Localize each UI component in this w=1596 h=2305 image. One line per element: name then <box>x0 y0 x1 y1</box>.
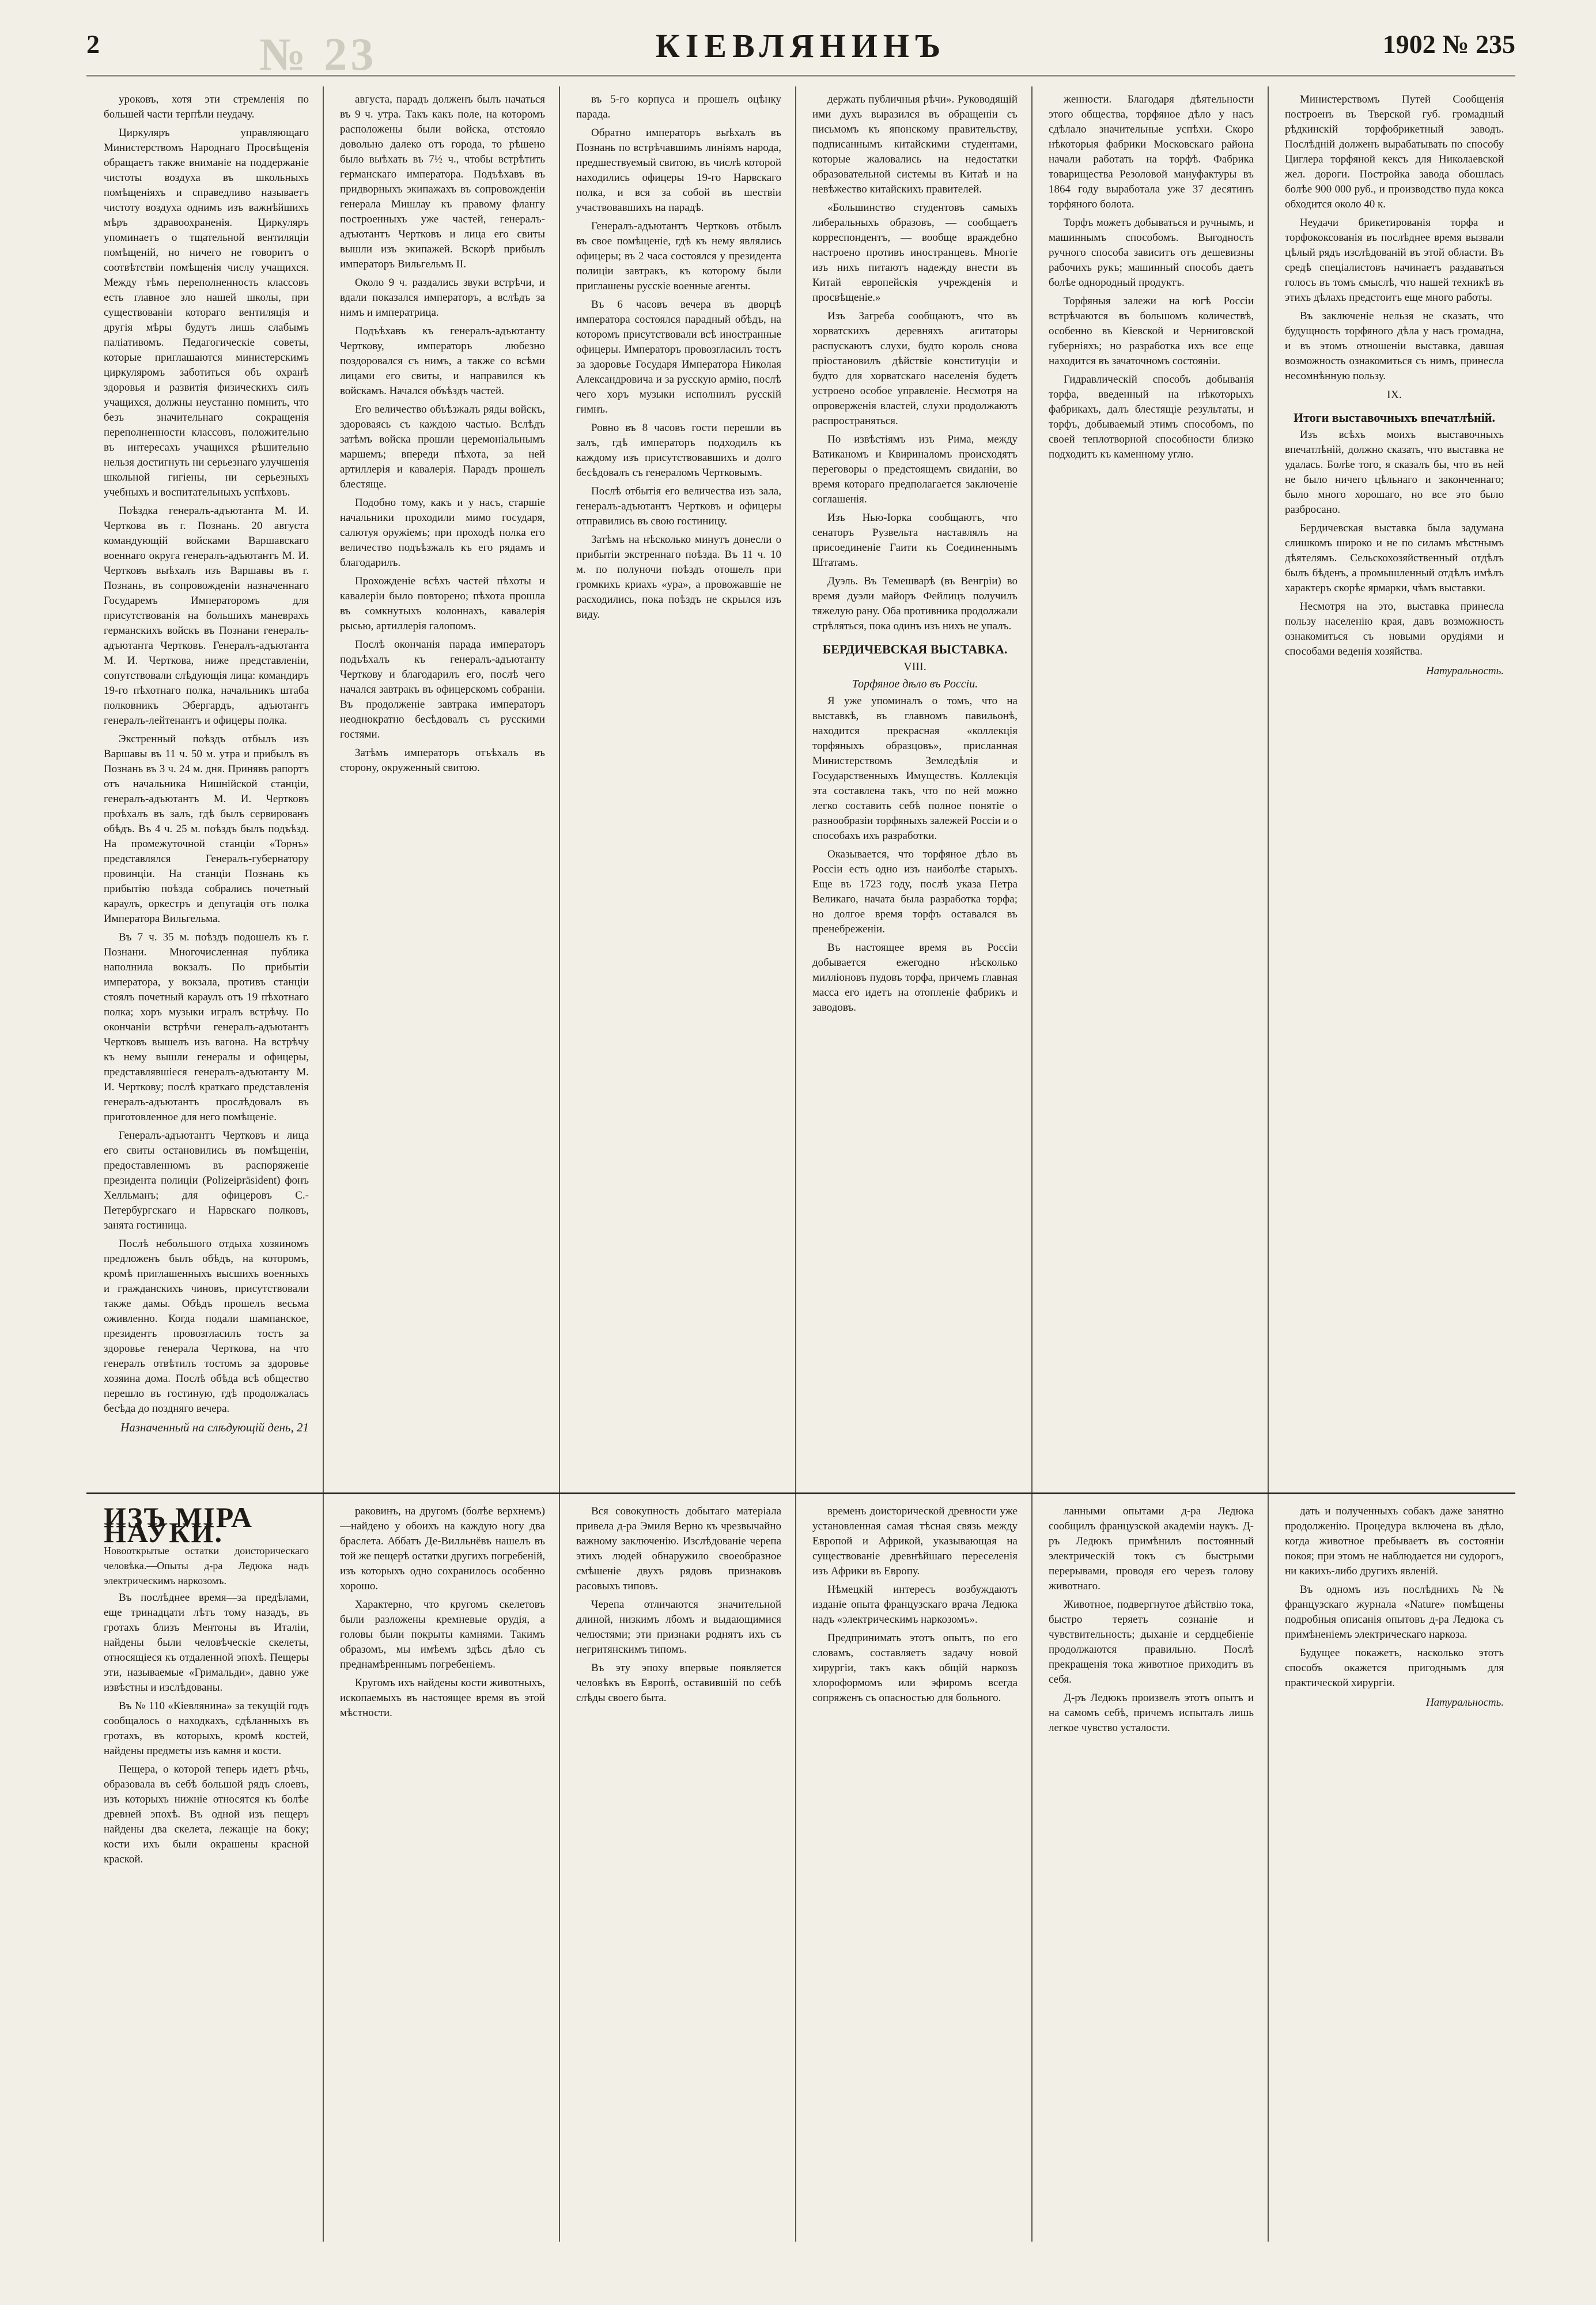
paragraph: Будущее покажетъ, насколько этотъ способъ окажется пригоднымъ для практической хирургіи. <box>1285 1647 1504 1689</box>
paragraph: Оказывается, что торфяное дѣло въ Россіи есть одно изъ наиболѣе старыхъ. Еще въ 1723 году, послѣ указа Петра Великаго, начата была разработка торфа; но долгое время торфъ оставался въ пренебреженіи. <box>812 848 1018 935</box>
paragraph: Прохожденіе всѣхъ частей пѣхоты и кавалеріи было повторено; пѣхота прошла въ сомкнутыхъ колоннахъ, кавалерія рысью, артиллерія галопомъ. <box>340 575 545 632</box>
paragraph: Я уже упоминалъ о томъ, что на выставкѣ, въ главномъ павильонѣ, находится прекрасная «коллекція торфяныхъ образцовъ», присланная Министерствомъ Земледѣлія и Государственныхъ Имуществъ. Коллекція эта составлена такъ, что по ней можно легко составить себѣ полное понятіе о разнообразіи торфяныхъ залежей Россіи и о способахъ ихъ разработки. <box>812 695 1018 842</box>
paragraph: Въ эту эпоху впервые появляется человѣкъ въ Европѣ, оставившій по себѣ слѣды своего быта. <box>576 1662 781 1704</box>
paragraph: Циркуляръ управляющаго Министерствомъ Народнаго Просвѣщенія обращаетъ также вниманіе на поддержаніе чистоты воздуха въ школьныхъ помѣщеніяхъ и справедливо называетъ чистоту воздуха однимъ изъ важнѣйшихъ мѣръ здравоохраненія. Циркуляръ упоминаетъ о тщательной вентиляціи помѣщеній, но ничего не говоритъ о соотвѣтствіи помѣщенія числу учащихся. Между тѣмъ переполненность классовъ есть главное зло нашей школы, при существованіи котораго вентиляція и другія мѣры будутъ лишь слабымъ паліативомъ. Педагогическіе советы, которые приглашаются министерскимъ циркуляромъ заботиться объ охранѣ здоровья и развитія физическихъ силъ учащихся, должны неустанно помнить, что безъ значительнаго сокращенія переполненности классовъ, положительно въ интересахъ учащихся рѣшительно нельзя достигнуть ни серьезнаго улучшенія школьной гигіены, ни серьезныхъ учебныхъ и воспитательныхъ успѣховъ. <box>104 127 309 498</box>
paragraph: Обратно императоръ выѣхалъ въ Познань по встрѣчавшимъ линіямъ народа, предшествуемый свитою, въ числѣ которой находились офицеры 19-го Нарвскаго полка, и вся за собой въ шествіи участвовавшихъ на парадѣ. <box>576 127 781 214</box>
science-column-4 <box>812 1504 1018 1709</box>
continuation-line: Назначенный на слѣдующій день, 21 <box>120 1420 309 1434</box>
science-column-2 <box>340 1504 545 1724</box>
paragraph: Несмотря на это, выставка принесла пользу населенію края, давъ возможность ознакомиться съ новыми орудіями и способами веденія хозяйства. <box>1285 600 1504 658</box>
page-number: 2 <box>86 29 100 59</box>
paragraph: Пещера, о которой теперь идетъ рѣчь, образовала въ себѣ большой рядъ слоевъ, изъ которыхъ нижніе относятся къ болѣе древней эпохѣ. Въ одной изъ пещеръ найдены два скелета, лежащіе на боку; кости ихъ были окрашены красной краской. <box>104 1763 309 1865</box>
paragraph: Вся совокупность добытаго матеріала привела д-ра Эмиля Верно къ чрезвычайно важному заключенію. Изслѣдованіе черепа этихъ людей обнаружило своеобразное смѣшеніе двухъ рядовъ признаковъ расовыхъ типовъ. <box>576 1505 781 1592</box>
paragraph: Генералъ-адъютантъ Чертковъ отбылъ въ свое помѣщеніе, гдѣ къ нему являлись офицеры; въ 2 часа состоялся у президента полиціи завтракъ, къ которому были приглашены русскіе военные агенты. <box>576 220 781 292</box>
paragraph: Поѣздка генералъ-адъютанта М. И. Черткова въ г. Познань. 20 августа командующій войсками Варшавскаго военнаго округа генералъ-адъютантъ М. И. Чертковъ выѣхалъ изъ Варшавы въ г. Познань, въ сопровожденіи назначеннаго Государемъ Императоромъ для присутствованія на большихъ маневрахъ германскихъ войскъ въ Познани генералъ-адъютанта Чертковъ. Генералъ-адъютанта М. И. Черткова, ниже представленіи, сопутствовали слѣдующія лица: командиръ 19-го пѣхотнаго полка, начальникъ штаба полковникъ Эбергардъ, адъютантъ генералъ-лейтенантъ и офицеры полка. <box>104 505 309 727</box>
column-6 <box>1285 92 1504 679</box>
paragraph: Д-ръ Ледюкъ произвелъ этотъ опытъ и на самомъ себѣ, причемъ испыталъ лишь легкое чувство усталости. <box>1049 1692 1254 1734</box>
paragraph: «Большинство студентовъ самыхъ либеральныхъ образовъ, — сообщаетъ корреспондентъ, — вообще враждебно настроено противъ иностранцевъ. Многіе изъ нихъ питаютъ надежду внести въ Китай европейскія учрежденія и просвѣщеніе.» <box>812 202 1018 304</box>
newspaper-title: КІЕВЛЯНИНЪ <box>655 27 947 65</box>
paragraph: Торфъ можетъ добываться и ручнымъ, и машиннымъ способомъ. Выгодность ручного способа зависитъ отъ дешевизны рабочихъ рукъ; машинный способъ даетъ болѣе однородный продуктъ. <box>1049 217 1254 289</box>
paragraph: Гидравлическій способъ добыванія торфа, введенный на нѣкоторыхъ фабрикахъ, далъ блестящіе результаты, и торфъ, добываемый этимъ способомъ, по своей теплотворной способности близко подходитъ къ каменному углю. <box>1049 373 1254 460</box>
science-section-title: ИЗЪ МІРА НАУКИ. <box>104 1501 253 1548</box>
author-signature: Натуральность. <box>1425 1696 1504 1709</box>
paragraph: Кругомъ ихъ найдены кости животныхъ, ископаемыхъ въ настоящее время въ этой мѣстности. <box>340 1677 545 1719</box>
paragraph: Около 9 ч. раздались звуки встрѣчи, и вдали показался императоръ, а вслѣдъ за нимъ и императрица. <box>340 277 545 319</box>
paragraph: Неудачи брикетированія торфа и торфококсованія въ послѣднее время вызвали цѣлый рядъ изслѣдованій въ этой области. Въ средѣ спеціалистовъ начинаетъ раздаваться голосъ въ томъ смыслѣ, что нашей техникѣ въ этихъ дѣлахъ предстоитъ еще много работы. <box>1285 217 1504 304</box>
paragraph: Затѣмъ императоръ отъѣхалъ въ сторону, окруженный свитою. <box>340 747 545 774</box>
paragraph: Министерствомъ Путей Сообщенія построенъ въ Тверской губ. громадный рѣдкинскій торфобрикетный заводъ. Послѣдній долженъ вырабатывать по способу Циглера торфяной кексъ для Николаевской жел. дороги. Постройка завода обошлась болѣе 900 000 руб., и производство пуда кокса обходится около 40 к. <box>1285 93 1504 210</box>
science-column-6 <box>1285 1504 1504 1710</box>
paragraph: Торфяныя залежи на югѣ Россіи встрѣчаются въ большомъ количествѣ, особенно въ Кіевской и Черниговской губерніяхъ; но разработка ихъ все еще находится въ зачаточномъ состояніи. <box>1049 295 1254 367</box>
paragraph: Послѣ небольшого отдыха хозяиномъ предложенъ былъ обѣдъ, на которомъ, кромѣ приглашенныхъ высшихъ военныхъ и гражданскихъ чиновъ, присутствовали также дамы. Обѣдъ прошелъ весьма оживленно. Когда подали шампанское, президентъ провозгласилъ тостъ за здоровье генерала Черткова, на что генералъ отвѣтилъ тостомъ за здоровье хозяина дома. Послѣ обѣда всѣ общество перешло въ гостиную, гдѣ продолжалась бесѣда до поздняго вечера. <box>104 1238 309 1415</box>
paragraph: Въ № 110 «Кіевлянина» за текущій годъ сообщалось о находкахъ, сдѣланныхъ въ гротахъ, въ которыхъ, кромѣ костей, найдены предметы изъ камня и кости. <box>104 1700 309 1757</box>
paragraph: Изъ Нью-Іорка сообщаютъ, что сенаторъ Рузвельта наставлялъ на присоединеніе Гаити къ Соединеннымъ Штатамъ. <box>812 512 1018 569</box>
paragraph: раковинъ, на другомъ (болѣе верхнемъ)—найдено у обоихъ на каждую ногу два браслета. Аббатъ Де-Вилльнёвъ нашелъ въ той же пещерѣ остатки другихъ погребеній, изъ которыхъ одно сохранилось особенно хорошо. <box>340 1505 545 1592</box>
paragraph: Въ заключеніе нельзя не сказать, что будущность торфяного дѣла у насъ громадна, и въ этомъ отношеніи выставка, давшая возможность ознакомиться съ нимъ, принесла несомнѣнную пользу. <box>1285 310 1504 382</box>
paragraph: Черепа отличаются значительной длиной, низкимъ лбомъ и выдающимися челюстями; эти признаки роднятъ ихъ съ негритянскимъ типомъ. <box>576 1599 781 1656</box>
paragraph: держать публичныя рѣчи». Руководящій ими духъ выразился въ обращеніи съ письмомъ къ японскому правительству, подписаннымъ китайскими студентами, которые жаловались на недостатки образовательной системы въ Китаѣ и на невѣжество китайскихъ правителей. <box>812 93 1018 195</box>
column-2 <box>340 92 545 779</box>
paragraph: Въ настоящее время въ Россіи добывается ежегодно нѣсколько милліоновъ пудовъ торфа, причемъ главная масса его идетъ на отопленіе фабрикъ и заводовъ. <box>812 942 1018 1014</box>
paragraph: Послѣ отбытія его величества изъ зала, генералъ-адъютантъ Чертковъ и офицеры отправились въ свою гостиницу. <box>576 485 781 527</box>
science-column-5 <box>1049 1504 1254 1739</box>
paragraph: Нѣмецкій интересъ возбуждаютъ изданіе опыта французскаго врача Ледюка надъ «электрическимъ наркозомъ». <box>812 1584 1018 1626</box>
author-signature: Натуральность. <box>1425 665 1504 677</box>
paragraph: Подъѣхавъ къ генералъ-адъютанту Черткову, императоръ любезно поздоровался съ нимъ, а также со всѣми лицами его свиты, и направился къ войскамъ. Начался объѣздъ частей. <box>340 325 545 397</box>
paragraph: дать и полученныхъ собакъ даже занятно продолженію. Процедура включена въ дѣло, когда животное пребываетъ въ состояніи покоя; при этомъ не наблюдается ни судорогъ, ни какихъ-либо другихъ явленій. <box>1285 1505 1504 1577</box>
paragraph: Предпринимать этотъ опытъ, по его словамъ, составляетъ задачу новой хирургіи, такъ какъ общій наркозъ хлороформомъ или эфиромъ всегда сопряженъ съ опасностью для больного. <box>812 1632 1018 1704</box>
column-5 <box>1049 92 1254 466</box>
paragraph: Послѣ окончанія парада императоръ подъѣхалъ къ генералъ-адъютанту Черткову и благодарилъ его, послѣ чего начался завтракъ въ офицерскомъ собраніи. Въ продолженіе завтрака императоръ неоднократно бесѣдовалъ съ русскими гостями. <box>340 638 545 740</box>
paragraph: Въ 7 ч. 35 м. поѣздъ подошелъ къ г. Познани. Многочисленная публика наполнила вокзалъ. По прибытіи императора, у вокзала, противъ станціи стоялъ почетный караулъ отъ 19 пѣхотнаго полка; хоръ музыки игралъ встрѣчу. По окончаніи встрѣчи генералъ-адъютантъ Чертковъ вышелъ изъ вагона. На встрѣчу къ нему вышли генералы и офицеры, представлявшіеся генералъ-адъютанту М. И. Черткову; послѣ краткаго представленія генералъ-адъютантъ прослѣдовалъ въ приготовленное для него помѣщеніе. <box>104 931 309 1123</box>
column-1 <box>104 92 309 1435</box>
section-divider <box>86 1492 1515 1494</box>
science-column-3 <box>576 1504 781 1709</box>
exhibit-number: VIII. <box>903 660 926 673</box>
page-header <box>86 23 1515 80</box>
column-rule <box>1031 86 1033 2242</box>
paragraph: Животное, подвергнутое дѣйствію тока, быстро теряетъ сознаніе и чувствительность; дыханіе и сердцебіеніе продолжаются правильно. Послѣ прекращенія тока животное приходитъ въ себя. <box>1049 1599 1254 1686</box>
exhibit-title: БЕРДИЧЕВСКАЯ ВЫСТАВКА. <box>822 642 1008 656</box>
section-number: IX. <box>1386 388 1402 401</box>
paragraph: Въ 6 часовъ вечера въ дворцѣ императора состоялся парадный обѣдъ, на которомъ присутствовали всѣ иностранные офицеры. Императоръ провозгласилъ тостъ за здоровье Государя Императора Николая Александровича и за русскую армію, послѣ чего хоръ музыки исполнилъ русскій гимнъ. <box>576 298 781 415</box>
paragraph: Въ одномъ изъ послѣднихъ №№ французскаго журнала «Nature» помѣщены подробныя описанія опытовъ д-ра Ледюка съ примѣненіемъ электрическаго наркоза. <box>1285 1584 1504 1641</box>
paragraph: временъ доисторической древности уже установленная самая тѣсная связь между Европой и Африкой, указывающая на существованіе древнѣйшаго переселенія изъ Африки въ Европу. <box>812 1505 1018 1577</box>
paragraph: Ровно въ 8 часовъ гости перешли въ залъ, гдѣ императоръ подходилъ къ каждому изъ присутствовавшихъ и долго бесѣдовалъ съ генераломъ Чертковымъ. <box>576 422 781 479</box>
paragraph: Его величество объѣзжалъ ряды войскъ, здороваясь съ каждою частью. Вслѣдъ затѣмъ войска прошли церемоніальнымъ маршемъ; впереди пѣхота, за ней артиллерія и кавалерія. Парадъ прошелъ блестяще. <box>340 403 545 490</box>
column-4 <box>812 92 1018 1019</box>
paragraph: августа, парадъ долженъ былъ начаться въ 9 ч. утра. Такъ какъ поле, на которомъ расположены были войска, отстояло довольно далеко отъ города, то рѣшено было выѣхать въ 7½ ч., чтобы встрѣтить германскаго императора. Подъѣхавъ въ придворныхъ экипажахъ въ сопровожденіи генерала Мишлау къ правому флангу построенныхъ уже частей, генералъ-адъютантъ Чертковъ и лица его свиты вышли изъ экипажей. Вскорѣ прибылъ императоръ Вильгельмъ II. <box>340 93 545 270</box>
science-column-1 <box>104 1501 309 1871</box>
exhibit-subtitle: Торфяное дѣло въ Россіи. <box>852 678 978 690</box>
section-title: Итоги выставочныхъ впечатлѣній. <box>1294 410 1495 425</box>
paragraph: Изъ Загреба сообщаютъ, что въ хорватскихъ деревняхъ агитаторы распускаютъ слухи, будто король снова пріостановилъ дѣйствіе конституціи и будто для хорватскаго населенія будетъ устроено особое управленіе. Несмотря на опроверженія властей, слухи продолжаютъ распространяться. <box>812 310 1018 427</box>
paragraph: Въ послѣднее время—за предѣлами, еще тринадцати лѣтъ тому назадъ, въ гротахъ близъ Ментоны въ Италіи, найдены были человѣческіе скелеты, относящіеся къ отдаленной эпохѣ. Пещеры эти, называемые «Гримальди», давно уже извѣстны и изслѣдованы. <box>104 1592 309 1694</box>
paragraph: Бердичевская выставка была задумана слишкомъ широко и не по силамъ мѣстнымъ дѣятелямъ. Сельскохозяйственный отдѣлъ былъ бѣденъ, а промышленный отдѣлъ имѣлъ характеръ скорѣе ярмарки, чѣмъ выставки. <box>1285 522 1504 594</box>
archive-stamp: № 23 <box>259 29 377 80</box>
column-rule <box>1268 86 1269 2242</box>
paragraph: По извѣстіямъ изъ Рима, между Ватиканомъ и Квириналомъ происходятъ переговоры о предстоящемъ свиданіи, во время котораго предполагается заключеніе соглашенія. <box>812 433 1018 505</box>
science-subtitle: Новооткрытые остатки доисторическаго человѣка.—Опыты д-ра Ледюка надъ электрическимъ наркозомъ. <box>104 1545 309 1586</box>
paragraph: Подобно тому, какъ и у насъ, старшіе начальники проходили мимо государя, салютуя оружіемъ; при проходѣ полка его величество подъѣзжалъ къ его рядамъ и благодарилъ. <box>340 497 545 569</box>
paragraph: Характерно, что кругомъ скелетовъ были разложены кремневые орудія, а головы были покрыты камнями. Такимъ образомъ, мы имѣемъ здѣсь дѣло съ преднамѣреннымъ погребеніемъ. <box>340 1599 545 1671</box>
column-3 <box>576 92 781 626</box>
paragraph: уроковъ, хотя эти стремленія по большей части терпѣли неудачу. <box>104 93 309 120</box>
column-rule <box>323 86 324 2242</box>
paragraph: Экстренный поѣздъ отбылъ изъ Варшавы въ 11 ч. 50 м. утра и прибылъ въ Познань въ 3 ч. 24 м. дня. Принявъ рапортъ отъ начальника Нишнійской станціи, генералъ-адъютантъ М. И. Чертковъ проѣхалъ въ залъ, гдѣ былъ сервированъ обѣдъ. Въ 4 ч. 25 м. поѣздъ былъ подъѣзд. На промежуточной станціи «Торнъ» представлялся Генералъ-губернатору провинціи. На станціи Познань къ прибытію поѣзда собрались почетный караулъ, оркестръ и депутація отъ полка Императора Вильгельма. <box>104 733 309 925</box>
paragraph: Затѣмъ на нѣсколько минутъ донесли о прибытіи экстреннаго поѣзда. Въ 11 ч. 10 м. по полуночи поѣздъ отошелъ при громкихъ криахъ «ура», а провожавшіе не расходились, пока поѣздъ не скрылся изъ виду. <box>576 534 781 621</box>
paragraph: женности. Благодаря дѣятельности этого общества, торфяное дѣло у насъ сдѣлало значительные успѣхи. Скоро нѣкоторыя фабрики Московскаго района начали работать на торфѣ. Фабрика товарищества Резоловой мануфактуры въ 1864 году выработала уже 37 десятинъ торфяного болота. <box>1049 93 1254 210</box>
column-rule <box>795 86 796 2242</box>
paragraph: ланными опытами д-ра Ледюка сообщилъ французской академіи наукъ. Д-ръ Ледюкъ примѣнилъ постоянный электрическій токъ съ быстрыми перерывами, проводя его черезъ голову животнаго. <box>1049 1505 1254 1592</box>
paragraph: Изъ всѣхъ моихъ выставочныхъ впечатлѣній, должно сказать, что выставка не удалась. Болѣе того, я сказалъ бы, что въ ней не было ничего цѣльнаго и законченнаго; было много хорошаго, но все это было разбросано. <box>1285 429 1504 516</box>
issue-number: 1902 № 235 <box>1382 29 1515 59</box>
column-rule <box>559 86 560 2242</box>
paragraph: Дуэль. Въ Темешварѣ (въ Венгріи) во время дуэли майоръ Фейлицъ получилъ тяжелую рану. Оба противника продолжали стрѣляться, пока одинъ изъ нихъ не упалъ. <box>812 575 1018 632</box>
paragraph: Генералъ-адъютантъ Чертковъ и лица его свиты остановились въ помѣщеніи, предоставленномъ въ распоряженіе президента полиціи (Polizeipräsident) фонъ Хелльманъ; для офицеровъ С.-Петербургскаго и Нарвскаго полковъ, занята гостиница. <box>104 1129 309 1231</box>
paragraph: въ 5-го корпуса и прошелъ оцѣнку парада. <box>576 93 781 120</box>
